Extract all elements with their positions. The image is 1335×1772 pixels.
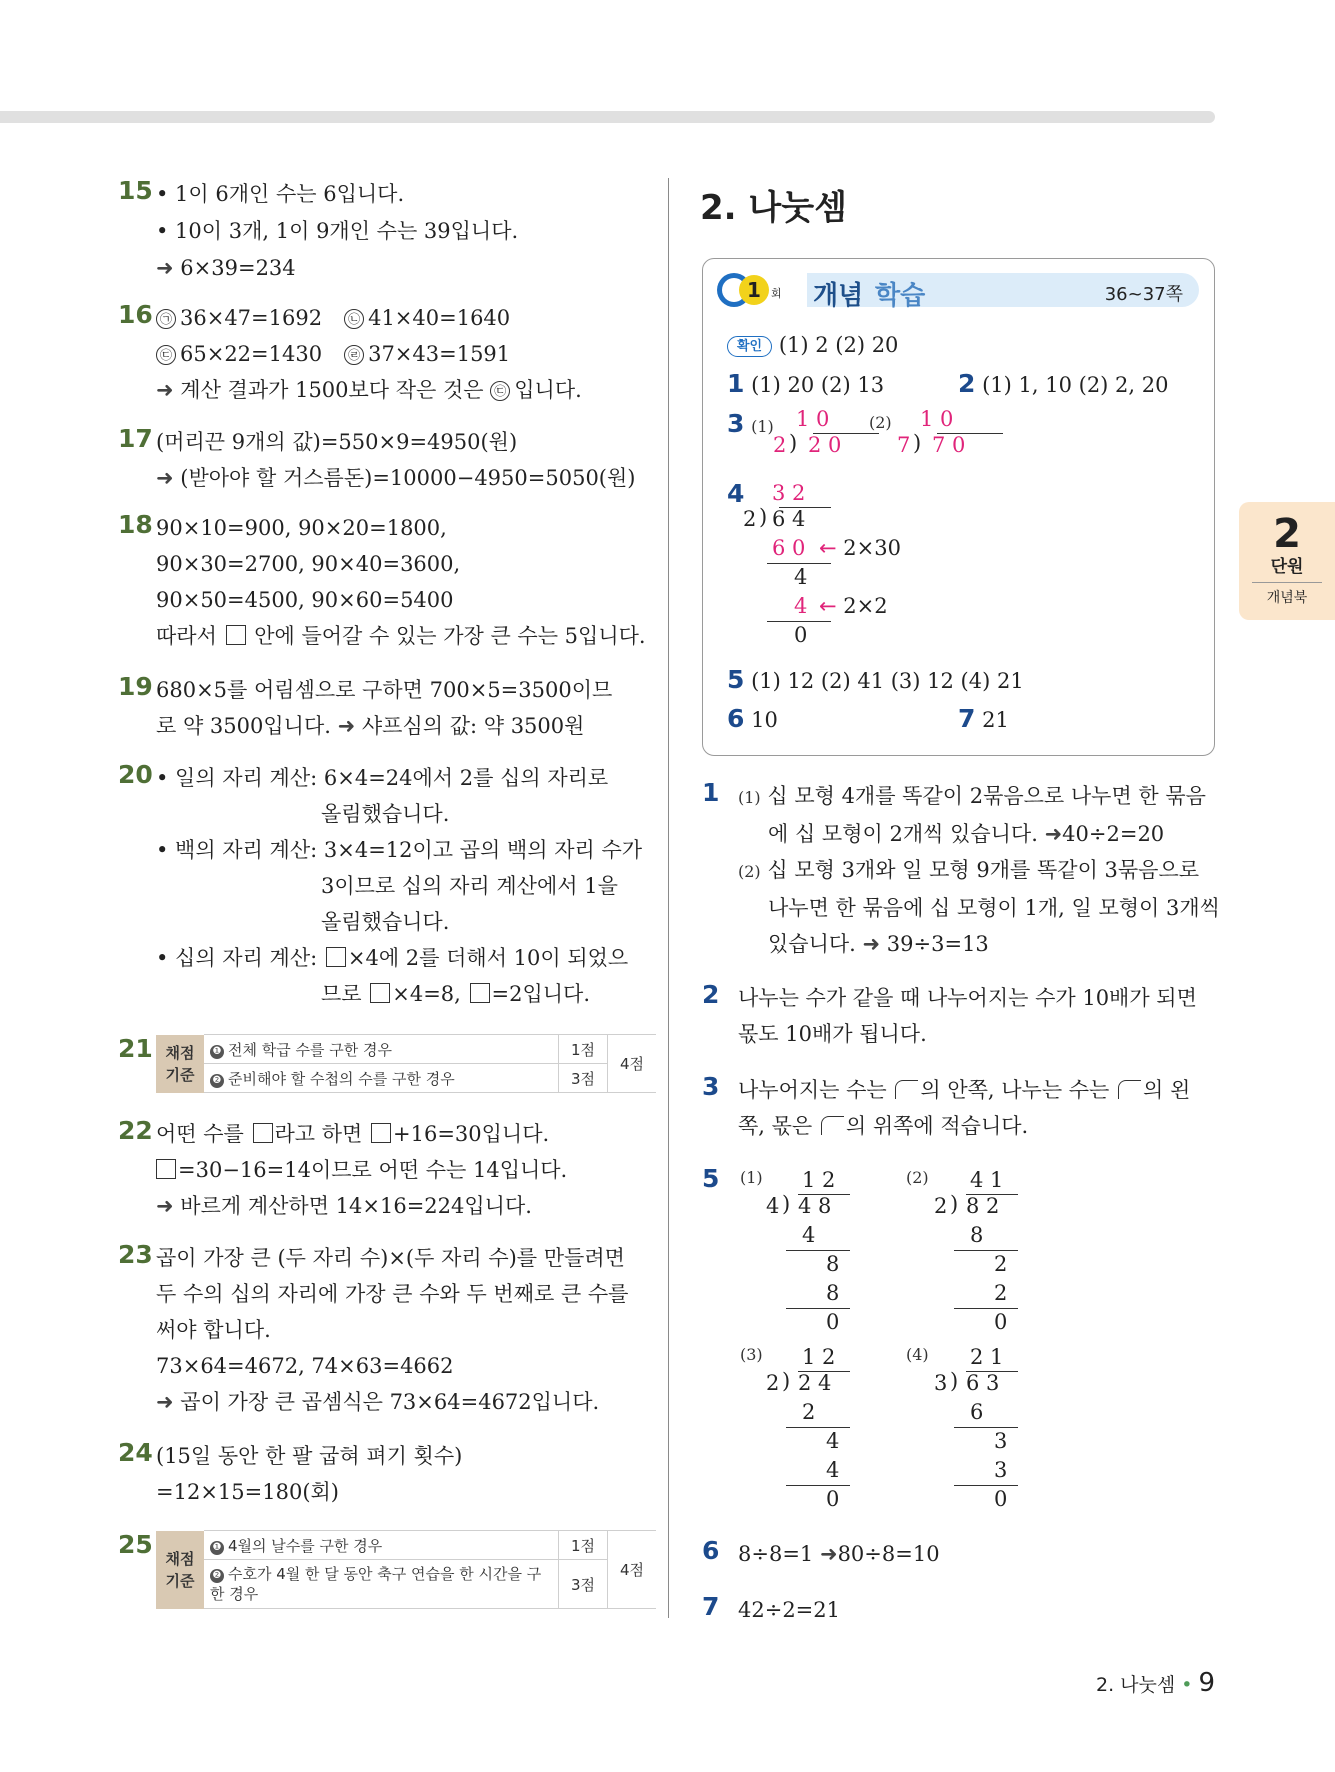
footer-dot: • — [1181, 1674, 1193, 1696]
answer-number: 5 — [727, 665, 745, 694]
dividend: 4 8 — [798, 1194, 832, 1218]
subtract-line: 2 — [802, 1400, 816, 1424]
divisor: 2 — [773, 433, 787, 457]
text: • 십의 자리 계산: — [156, 946, 324, 970]
criterion-points: 3점 — [559, 1064, 608, 1093]
text: 로 약 3500입니다. — [156, 714, 338, 738]
left-arrow-icon: ← — [819, 536, 837, 560]
answer-number: 7 — [958, 704, 976, 733]
session-unit: 회 — [771, 287, 782, 300]
answer-text: 21 — [982, 708, 1009, 732]
criterion-points: 1점 — [559, 1531, 608, 1560]
circled-mark: ㉢ — [156, 345, 176, 365]
subtract-line: 3 — [994, 1458, 1008, 1482]
text: 40÷2=20 — [1062, 822, 1165, 846]
text: 십 모형 4개를 똑같이 2묶음으로 나누면 한 묶음 — [767, 784, 1206, 808]
dividend: 2 4 — [798, 1371, 832, 1395]
remainder: 0 — [994, 1310, 1008, 1334]
subtract-line: 6 — [970, 1400, 984, 1424]
text-line: 써야 합니다. — [156, 1318, 271, 1342]
divisor: 4 — [766, 1194, 780, 1218]
quotient: 4 1 — [970, 1168, 1004, 1192]
text: =30−16=14이므로 어떤 수는 14입니다. — [178, 1158, 568, 1182]
page-number: 9 — [1198, 1668, 1215, 1698]
concept-title-2: 학습 — [875, 281, 926, 311]
answer-text: (1) 12 (2) 41 (3) 12 (4) 21 — [751, 669, 1024, 693]
unit-number: 2 — [1273, 511, 1301, 557]
answer-number: 24 — [118, 1438, 153, 1467]
text: 37×43=1591 — [368, 342, 511, 366]
remainder: 0 — [994, 1487, 1008, 1511]
blank-box — [156, 1159, 176, 1179]
remainder: 0 — [826, 1310, 840, 1334]
text: 입니다. — [514, 378, 582, 402]
answer-number: 1 — [727, 369, 745, 398]
text: 어떤 수를 — [156, 1122, 251, 1146]
remainder: 2 — [994, 1252, 1008, 1276]
subtract-rule — [786, 1427, 850, 1428]
division-symbol-icon — [1118, 1080, 1141, 1099]
answer-number: 16 — [118, 300, 153, 329]
answer-number: 19 — [118, 672, 153, 701]
answer-text: 10 — [751, 708, 778, 732]
circled-number: ❶ — [210, 1045, 224, 1059]
text: 41×40=1640 — [368, 306, 511, 330]
part-label: (1) — [740, 1168, 763, 1187]
concept-header — [717, 273, 1199, 309]
subtract-rule — [954, 1427, 1018, 1428]
division-bracket: ) — [789, 431, 798, 455]
quotient: 1 0 — [920, 407, 954, 431]
arrow-icon: ➜ — [156, 256, 174, 280]
column-divider — [668, 178, 669, 1618]
divisor: 2 — [743, 507, 757, 531]
text: 에 십 모형이 2개씩 있습니다. — [768, 822, 1045, 846]
subtract-rule — [954, 1308, 1018, 1309]
text-line: 올림했습니다. — [321, 910, 450, 934]
subtract-rule — [786, 1308, 850, 1309]
blank-box — [371, 1123, 391, 1143]
subtract-rule — [767, 563, 831, 564]
division-symbol-icon — [895, 1080, 918, 1099]
text: 36×47=1692 — [180, 306, 323, 330]
answer-number: 2 — [958, 369, 976, 398]
subtract-line: 4 — [826, 1458, 840, 1482]
quotient: 2 1 — [970, 1345, 1004, 1369]
text-line: (15일 동안 한 팔 굽혀 펴기 횟수) — [156, 1444, 463, 1468]
dividend: 2 0 — [808, 433, 842, 457]
text-line: 나누면 한 묶음에 십 모형이 1개, 일 모형이 3개씩 — [768, 896, 1220, 920]
answer-number: 2 — [702, 980, 720, 1009]
answer-number: 22 — [118, 1116, 153, 1145]
blank-box — [370, 983, 390, 1003]
subtract-line: 4 — [802, 1223, 816, 1247]
dividend: 8 2 — [966, 1194, 1000, 1218]
text: 바르게 계산하면 14×16=224입니다. — [180, 1194, 532, 1218]
circled-mark: ㉢ — [490, 381, 510, 401]
text-line: 680×5를 어림셈으로 구하면 700×5=3500이므 — [156, 678, 613, 702]
text: ×4에 2를 더해서 10이 되었으 — [347, 946, 629, 970]
text-line: 몫도 10배가 됩니다. — [738, 1022, 927, 1046]
subtract-line: 2 — [994, 1281, 1008, 1305]
text: 나누어지는 수는 — [738, 1078, 894, 1102]
division-bracket: ) — [950, 1192, 959, 1216]
answer-number: 3 — [727, 409, 745, 438]
book-label: 개념북 — [1266, 590, 1308, 606]
text-line: 3이므로 십의 자리 계산에서 1을 — [321, 874, 618, 898]
blank-box — [226, 625, 246, 645]
remainder: 3 — [994, 1429, 1008, 1453]
text-line: 90×50=4500, 90×60=5400 — [156, 588, 454, 612]
answer-number: 7 — [702, 1592, 720, 1621]
circled-mark: ㉠ — [156, 309, 176, 329]
answer-number: 15 — [118, 176, 153, 205]
annotation: 2×2 — [843, 594, 888, 618]
arrow-icon: ➜ — [819, 1542, 838, 1566]
answer-number: 23 — [118, 1240, 153, 1269]
remainder: 8 — [826, 1252, 840, 1276]
division-bracket: ) — [759, 505, 768, 529]
answer-number: 6 — [727, 704, 745, 733]
text: 65×22=1430 — [180, 342, 323, 366]
session-badge: 1 — [739, 275, 769, 305]
subtract-rule — [786, 1485, 850, 1486]
text: 6×4=24에서 2를 십의 자리로 — [323, 766, 609, 790]
arrow-icon: ➜ — [156, 1194, 174, 1218]
scoring-label: 채점 기준 — [156, 1531, 204, 1609]
circled-mark: ㉣ — [344, 345, 364, 365]
answer-number: 1 — [702, 778, 720, 807]
unit-tab — [1239, 502, 1335, 620]
dividend: 6 3 — [966, 1371, 1000, 1395]
text: 의 안쪽, 나누는 수는 — [920, 1078, 1117, 1102]
subtract-rule — [767, 621, 831, 622]
total-points: 4점 — [608, 1531, 657, 1609]
remainder: 4 — [826, 1429, 840, 1453]
subtract-rule — [786, 1250, 850, 1251]
text: 3×4=12이고 곱의 백의 자리 수가 — [323, 838, 643, 862]
subtract-line: 8 — [826, 1281, 840, 1305]
footer-section: 2. 나눗셈 — [1096, 1674, 1176, 1696]
text: 있습니다. — [768, 932, 863, 956]
text-line: (받아야 할 거스름돈)=10000−4950=5050(원) — [180, 466, 636, 490]
text: 39÷3=13 — [886, 932, 989, 956]
text: +16=30입니다. — [393, 1122, 550, 1146]
text: 안에 들어갈 수 있는 가장 큰 수는 5입니다. — [247, 624, 646, 648]
divisor: 2 — [766, 1371, 780, 1395]
text: 십 모형 3개와 일 모형 9개를 똑같이 3묶음으로 — [767, 858, 1200, 882]
blank-box — [470, 983, 490, 1003]
answer-number: 20 — [118, 760, 153, 789]
concept-box — [702, 258, 1215, 756]
circled-number: ❷ — [210, 1569, 224, 1583]
text: 샤프심의 값: 약 3500원 — [361, 714, 585, 738]
division-bracket: ) — [782, 1192, 791, 1216]
division-symbol-icon — [821, 1116, 844, 1135]
remainder: 0 — [794, 623, 808, 647]
part-label: (1) — [738, 788, 761, 807]
division-bracket: ) — [913, 431, 922, 455]
text-line: 올림했습니다. — [321, 802, 450, 826]
text-line: 나누는 수가 같을 때 나누어지는 수가 10배가 되면 — [738, 986, 1197, 1010]
criterion: 수호가 4월 한 달 동안 축구 연습을 한 시간을 구한 경우 — [210, 1565, 542, 1603]
quotient: 1 2 — [802, 1168, 836, 1192]
answer-number: 3 — [702, 1072, 720, 1101]
text: 의 왼 — [1143, 1078, 1191, 1102]
page-range: 36~37쪽 — [1104, 284, 1183, 305]
text: ×4=8, — [392, 982, 468, 1006]
text-line: • 1이 6개인 수는 6입니다. — [156, 182, 405, 206]
circled-number: ❶ — [210, 1541, 224, 1555]
subtract-line: 8 — [970, 1223, 984, 1247]
answer-number: 21 — [118, 1034, 153, 1063]
answer-number: 25 — [118, 1530, 153, 1559]
answer-number: 5 — [702, 1164, 720, 1193]
criterion-points: 1점 — [559, 1035, 608, 1064]
concept-title: 개념 — [813, 281, 864, 311]
text: 라고 하면 — [274, 1122, 369, 1146]
text: 쪽, 몫은 — [738, 1114, 819, 1138]
section-title: 2. 나눗셈 — [700, 188, 847, 228]
text: 계산 결과가 1500보다 작은 것은 — [180, 378, 491, 402]
page-footer — [1096, 1668, 1215, 1698]
text-line: • 10이 3개, 1이 9개인 수는 39입니다. — [156, 219, 519, 243]
text-line: 90×10=900, 90×20=1800, — [156, 516, 447, 540]
left-arrow-icon: ← — [819, 594, 837, 618]
text-line: 곱이 가장 큰 (두 자리 수)×(두 자리 수)를 만들려면 — [156, 1246, 625, 1270]
text: =2입니다. — [491, 982, 591, 1006]
arrow-icon: ➜ — [337, 714, 356, 738]
part-label: (4) — [906, 1345, 929, 1364]
dividend: 6 4 — [772, 507, 806, 531]
remainder: 0 — [826, 1487, 840, 1511]
total-points: 4점 — [608, 1035, 657, 1093]
arrow-icon: ➜ — [862, 932, 881, 956]
quotient: 1 0 — [796, 407, 830, 431]
answer-text: (1) 1, 10 (2) 2, 20 — [982, 373, 1169, 397]
answer-number: 18 — [118, 510, 153, 539]
part-label: (3) — [740, 1345, 763, 1364]
criterion: 전체 학급 수를 구한 경우 — [228, 1040, 392, 1059]
text-line: 6×39=234 — [180, 256, 296, 280]
answer-number: 4 — [727, 479, 745, 508]
subtract-rule — [954, 1485, 1018, 1486]
unit-label: 단원 — [1270, 557, 1304, 577]
check-badge: 확인 — [727, 336, 772, 357]
blank-box — [326, 947, 346, 967]
part-label: (2) — [906, 1168, 929, 1187]
check-answer: (1) 2 (2) 20 — [778, 333, 899, 357]
criterion: 준비해야 할 수첩의 수를 구한 경우 — [228, 1069, 455, 1088]
text: 80÷8=10 — [837, 1542, 940, 1566]
scoring-table — [156, 1034, 656, 1093]
part-label: (2) — [738, 862, 761, 881]
answer-number: 6 — [702, 1536, 720, 1565]
subtract-rule — [954, 1250, 1018, 1251]
text: 따라서 — [156, 624, 224, 648]
subtract-line: 6 0 — [772, 536, 806, 560]
circled-mark: ㉡ — [344, 309, 364, 329]
arrow-icon: ➜ — [156, 1390, 174, 1414]
criterion: 4월의 날수를 구한 경우 — [228, 1536, 383, 1555]
text-line: 42÷2=21 — [738, 1598, 840, 1622]
text-line: =12×15=180(회) — [156, 1480, 339, 1504]
answer-text: (1) 20 (2) 13 — [751, 373, 885, 397]
divisor: 2 — [934, 1194, 948, 1218]
remainder: 4 — [794, 565, 808, 589]
unit-divider — [1252, 582, 1322, 583]
scoring-table — [156, 1530, 656, 1609]
text-line: (머리끈 9개의 값)=550×9=4950(원) — [156, 430, 518, 454]
answer-number: 17 — [118, 424, 153, 453]
scoring-label: 채점 기준 — [156, 1035, 204, 1093]
text: 8÷8=1 — [738, 1542, 820, 1566]
criterion-points: 3점 — [559, 1560, 608, 1609]
text: 므로 — [321, 982, 369, 1006]
arrow-icon: ➜ — [1044, 822, 1063, 846]
top-bar — [0, 111, 1215, 123]
annotation: 2×30 — [843, 536, 901, 560]
circled-number: ❷ — [210, 1074, 224, 1088]
quotient: 1 2 — [802, 1345, 836, 1369]
arrow-icon: ➜ — [156, 466, 174, 490]
text: 곱이 가장 큰 곱셈식은 73×64=4672입니다. — [180, 1390, 600, 1414]
quotient: 3 2 — [772, 481, 806, 505]
blank-box — [253, 1123, 273, 1143]
divisor: 3 — [934, 1371, 948, 1395]
text: • 일의 자리 계산: — [156, 766, 324, 790]
text-line: 73×64=4672, 74×63=4662 — [156, 1354, 454, 1378]
division-bracket: ) — [950, 1369, 959, 1393]
text: • 백의 자리 계산: — [156, 838, 324, 862]
text-line: 90×30=2700, 90×40=3600, — [156, 552, 461, 576]
divisor: 7 — [897, 433, 911, 457]
text-line: 두 수의 십의 자리에 가장 큰 수와 두 번째로 큰 수를 — [156, 1282, 629, 1306]
part-label: (1) — [751, 417, 774, 436]
subtract-line: 4 — [794, 594, 808, 618]
dividend: 7 0 — [932, 433, 966, 457]
division-bracket: ) — [782, 1369, 791, 1393]
part-label: (2) — [869, 413, 892, 432]
arrow-icon: ➜ — [156, 378, 174, 402]
text: 의 위쪽에 적습니다. — [845, 1114, 1029, 1138]
